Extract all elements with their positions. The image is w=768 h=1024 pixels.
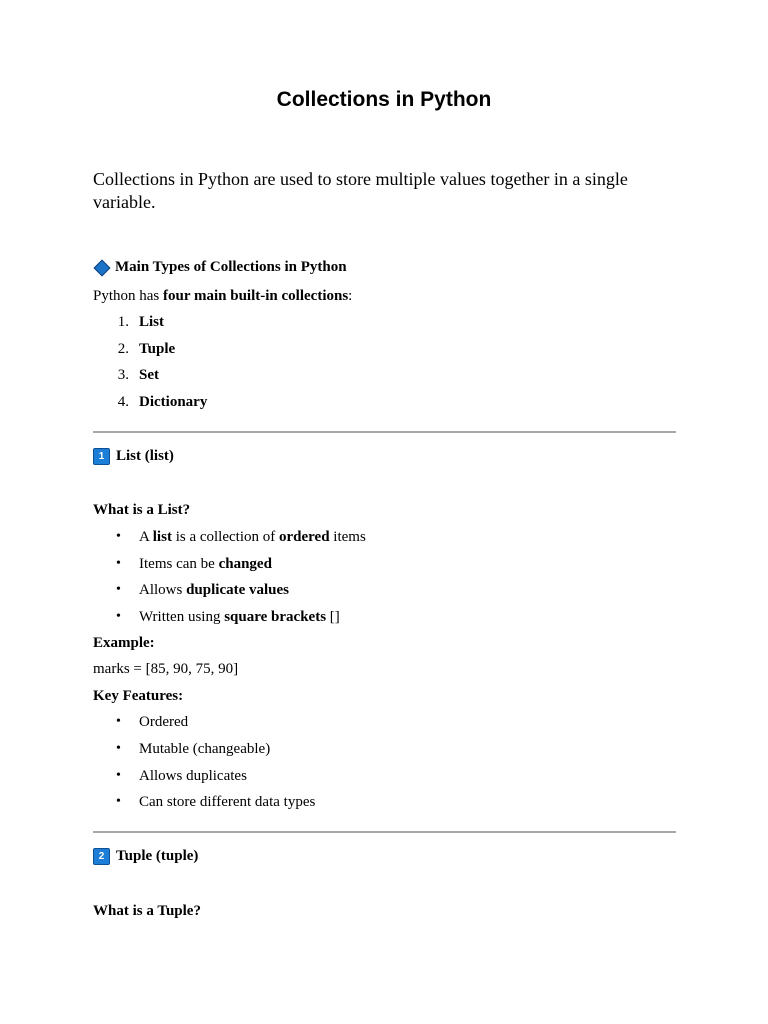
bullet-dot-icon: • xyxy=(116,556,121,571)
text-run-bold: changed xyxy=(218,556,272,572)
bullet-dot-icon: • xyxy=(116,794,121,809)
lead-suffix: : xyxy=(348,288,353,304)
divider xyxy=(93,831,676,833)
keycap-two-icon: 2 xyxy=(93,848,110,865)
list-item: Dictionary xyxy=(139,394,208,410)
list-number: 3. xyxy=(117,367,129,383)
list-item xyxy=(139,580,289,600)
bullet-dot-icon: • xyxy=(116,741,121,756)
list-item xyxy=(139,527,366,547)
bullet-dot-icon: • xyxy=(116,768,121,783)
list-item: Ordered xyxy=(139,714,189,730)
list-item: Tuple xyxy=(139,341,176,357)
list-section-heading xyxy=(93,448,174,465)
main-types-heading-text: Main Types of Collections in Python xyxy=(115,259,347,275)
bullet-dot-icon: • xyxy=(116,714,121,729)
list-number: 2. xyxy=(117,341,129,357)
text-run: Allows xyxy=(139,582,187,598)
list-section-heading-text: List (list) xyxy=(116,448,174,464)
text-run: [] xyxy=(326,609,340,625)
text-run-bold: duplicate values xyxy=(186,582,290,598)
page-title: Collections in Python xyxy=(276,88,492,111)
what-is-list-heading: What is a List? xyxy=(93,502,191,518)
list-number: 4. xyxy=(117,394,129,410)
example-code: marks = [85, 90, 75, 90] xyxy=(93,661,239,677)
text-run-bold: list xyxy=(152,529,172,545)
text-run: items xyxy=(329,529,366,545)
text-run: A xyxy=(139,529,153,545)
bullet-dot-icon: • xyxy=(116,609,121,624)
intro-paragraph: Collections in Python are used to store multiple values together in a single variable. xyxy=(93,169,628,212)
main-types-lead xyxy=(93,286,352,306)
list-item: Can store different data types xyxy=(139,794,316,810)
text-run-bold: square brackets xyxy=(224,609,327,625)
example-label: Example: xyxy=(93,635,155,651)
bullet-dot-icon: • xyxy=(116,582,121,597)
blue-diamond-icon xyxy=(94,259,111,276)
list-item: Set xyxy=(139,367,159,383)
list-number: 1. xyxy=(117,314,129,330)
main-types-heading xyxy=(93,259,347,276)
divider xyxy=(93,431,676,433)
text-run: Written using xyxy=(139,609,225,625)
tuple-section-heading-text: Tuple (tuple) xyxy=(116,848,199,864)
text-run: Items can be xyxy=(139,556,219,572)
list-item xyxy=(139,607,340,627)
key-features-label: Key Features: xyxy=(93,688,184,704)
tuple-section-heading xyxy=(93,848,198,865)
text-run-bold: ordered xyxy=(279,529,330,545)
lead-prefix: Python has xyxy=(93,288,164,304)
list-item: Mutable (changeable) xyxy=(139,741,271,757)
what-is-tuple-heading: What is a Tuple? xyxy=(93,903,201,919)
list-item: List xyxy=(139,314,165,330)
keycap-one-icon: 1 xyxy=(93,448,110,465)
bullet-dot-icon: • xyxy=(116,529,121,544)
text-run: is a collection of xyxy=(171,529,279,545)
lead-bold: four main built-in collections xyxy=(163,288,349,304)
list-item: Allows duplicates xyxy=(139,768,247,784)
list-item xyxy=(139,554,272,574)
